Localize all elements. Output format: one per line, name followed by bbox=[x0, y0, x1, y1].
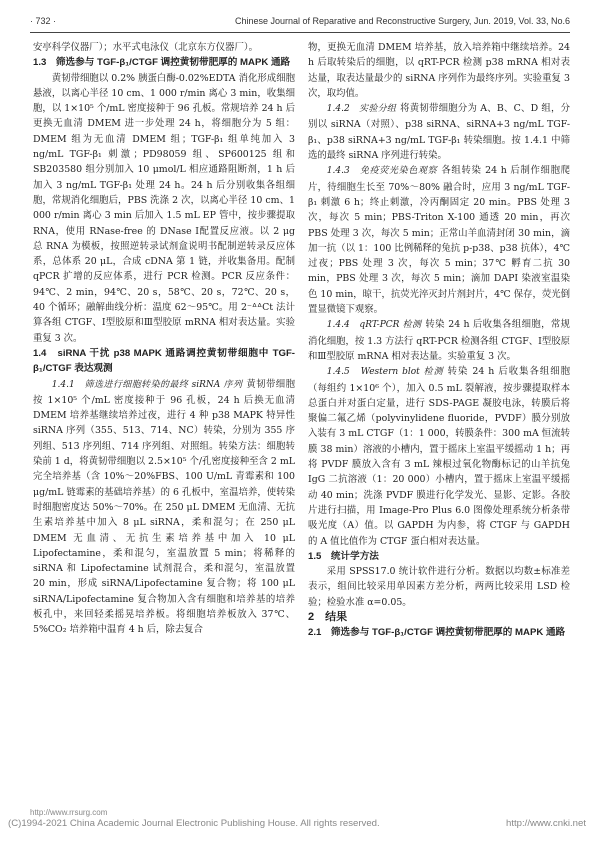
copyright-notice: (C)1994-2021 China Academic Journal Electronic Publishing House. All rights reserved. bbox=[8, 818, 380, 829]
header-rule bbox=[30, 32, 570, 33]
subsection-text: 将黄韧带细胞分为 A、B、C、D 组，分别以 siRNA（对照）、p38 siRNA、siRNA+3 ng/mL TGF-β₁、p38 siRNA+3 ng/mL TGF-β₁ 转染细胞。按 1.4.1 中筛选的最终 siRNA 序列进行转染。 bbox=[308, 103, 571, 162]
right-section-heading: 2.1 筛选参与 TGF-β₁/CTGF 调控黄韧带肥厚的 MAPK 通路 bbox=[308, 627, 566, 639]
subsection-text: 转染 24 h 后收集各组细胞，常规消化细胞，按 1.3 方法行 qRT-PCR 检测各组 CTGF、Ⅰ型胶原和Ⅲ型胶原 mRNA 相对表达量。实验重复 3 次。 bbox=[308, 319, 570, 362]
subsection-label: 1.4.5 Western blot 检测 bbox=[326, 367, 444, 378]
cnki-link[interactable]: http://www.cnki.net bbox=[506, 818, 586, 829]
left-section-heading: 1.4 siRNA 干扰 p38 MAPK 通路调控黄韧带细胞中 TGF-β₁/CTGF 表达观测 bbox=[33, 347, 295, 375]
running-header bbox=[30, 14, 570, 30]
right-subsection bbox=[308, 317, 570, 364]
right-section-heading: 1.5 统计学方法 bbox=[308, 550, 379, 562]
page-number: · 732 · bbox=[30, 16, 57, 26]
subsection-label: 1.4.1 筛选进行细胞转染的最终 siRNA 序列 bbox=[51, 379, 243, 390]
subsection-text: 黄韧带细胞按 1×10⁵ 个/mL 密度接种于 96 孔板，24 h 后换无血清 DMEM 培养基继续培养过夜，进行 4 种 p38 MAPK 特异性 siRNA 序列（355、513、714、NC）转染，分别为 355 序列组、513 序列组、714 序列组、对照组。转染方法：细胞转染前 1 d，将黄韧带细胞以 2.5×10⁵ 个/孔密度接种至含 2 mL 完全培养基（含 10%～20%FBS、100 U/mL 青霉素和 100 μg/mL 链霉素的基础培养基）的 6 孔板中，室温培养，使转染时细胞密度达 50%～70%。在 250 μL DMEM 无血清、无抗生素培养基中加入 8 μL siRNA，柔和混匀；在 250 μL DMEM 无血清、无抗生素培养基中加入 10 μL Lipofectamine，柔和混匀，室温放置 5 min；将稀释的 siRNA 和 Lipofectamine 试剂混合，柔和混匀，室温放置 20 min，形成 siRNA/Lipofectamine 复合物；将 100 μL siRNA/Lipofectamine 复合物加入含有细胞和培养基的培养板孔中，来回轻柔摇晃培养板。将细胞培养板放入 37℃、5%CO₂ 培养箱中温育 4 h 后，除去复合 bbox=[33, 378, 295, 636]
left-section-heading: 1.3 筛选参与 TGF-β₁/CTGF 调控黄韧带肥厚的 MAPK 通路 bbox=[33, 57, 291, 69]
subsection-label: 1.4.3 免疫荧光染色观察 bbox=[326, 166, 438, 177]
subsection-text: 转染 24 h 后收集各组细胞（每组约 1×10⁶ 个），加入 0.5 mL 裂解液，按步骤提取样本总蛋白并对蛋白定量，进行 SDS-PAGE 凝胶电泳，转膜后将聚偏二氟乙烯（polyvinylidene fluoride，PVDF）膜分别放入装有 3 mL CTGF（1：1 000，转膜条件：300 mA 恒流转膜 38 min）溶液的小槽内，置于摇床上室温平缓摇动 1 h；再将 PVDF 膜放入含有 3 mL 辣根过氧化物酶标记的山羊抗兔 IgG 二抗溶液（1：20 000）小槽内，置于摇床上室温平缓摇动 40 min；洗涤 PVDF 膜进行化学发光、显影、定影。各胶片进行扫描，用 Image-Pro Plus 6.0 图像处理系统分析条带吸光度（A）值。以 GAPDH 为内参，将 CTGF 与 GAPDH 的 A 值比值作为 CTGF 蛋白相对表达量。 bbox=[308, 366, 570, 547]
left-subsection bbox=[33, 377, 295, 638]
right-paragraph: 采用 SPSS17.0 统计软件进行分析。数据以均数±标准差表示，组间比较采用单因素方差分析，两两比较采用 LSD 检验；检验水准 α=0.05。 bbox=[308, 566, 570, 608]
left-paragraph: 黄韧带细胞以 0.2% 胰蛋白酶-0.02%EDTA 消化形成细胞悬液，以离心半径 10 cm、1 000 r/min 离心 3 min，收集细胞，以 1×10⁵ 个/mL 密度接种于 96 孔板。常规培养 24 h 后更换无血清 DMEM 进一步处理 24 h，将细胞分为 5 组：DMEM 组为无血清 DMEM 组；TGF-β₁ 组单纯加入 3 ng/mL TGF-β₁ 刺激；PD98059 组、SP600125 组和 SB203580 组分别加入 10 μmol/L 相应通路阻断剂，1 h 后加入 3 ng/mL TGF-β₁ 处理 24 h。24 h 后分别收集各组细胞，常规消化细胞后，PBS 洗涤 2 次，以离心半径 10 cm、1 000 r/min 离心 3 min 后加入 1.5 mL EP 管中，按步骤提取 RNA，使用 RNase-free 的 DNase Ⅰ配置反应液。以 2 μg 总 RNA 为模板，按照逆转录试剂盒说明书配制逆转录反应体系，总体系 20 μL，合成 cDNA 第 1 链，并收集备用。配制 qPCR 扩增的反应体系，进行 PCR 检测。PCR 反应条件：94℃、2 min，94℃、20 s，58℃、20 s，72℃、20 s，40 个循环；融解曲线分析：温度 62～95℃。用 2⁻ᐞᐞCt 法计算各组 CTGF、Ⅰ型胶原和Ⅲ型胶原 mRNA 相对表达量。实验重复 3 次。 bbox=[33, 72, 295, 344]
right-chapter-heading: 2 结果 bbox=[308, 610, 348, 623]
right-column bbox=[308, 40, 570, 641]
right-subsection bbox=[308, 101, 570, 163]
subsection-text: 各组转染 24 h 后制作细胞爬片，待细胞生长至 70%～80% 融合时，应用 3 ng/mL TGF-β₁ 刺激 6 h；终止刺激，冷丙酮固定 20 min。PBS 处理 3 次，每次 5 min；PBS-Triton X-100 通透 20 min，再次 PBS 处理 3 次，每次 5 min；正常山羊血清封闭 30 min，滴加一抗（以 1：100 比例稀释的兔抗 p-p38、p38 抗体），4℃ 过夜；PBS 处理 3 次，每次 5 min；37℃ 孵育二抗 30 min，PBS 处理 3 次，每次 5 min；滴加 DAPI 染液室温染色 10 min，晾干，抗荧光淬灭封片剂封片，4℃ 保存，荧光倒置显微镜下观察。 bbox=[308, 165, 570, 316]
journal-url: http://www.rrsurg.com bbox=[30, 808, 108, 817]
right-subsection bbox=[308, 163, 570, 317]
left-paragraph: 安亭科学仪器厂）；水平式电泳仪（北京东方仪器厂）。 bbox=[33, 42, 258, 53]
right-paragraph: 物，更换无血清 DMEM 培养基，放入培养箱中继续培养。24 h 后取转染后的细胞，以 qRT-PCR 检测 p38 mRNA 相对表达量，取表达量最少的 siRNA 序列作为最终序列。实验重复 3 次，取均值。 bbox=[308, 42, 570, 99]
journal-citation: Chinese Journal of Reparative and Reconstructive Surgery, Jun. 2019, Vol. 33, No.6 bbox=[234, 16, 570, 26]
subsection-label: 1.4.4 qRT-PCR 检测 bbox=[326, 320, 422, 331]
subsection-label: 1.4.2 实验分组 bbox=[326, 104, 397, 115]
left-column bbox=[33, 40, 295, 638]
right-subsection bbox=[308, 364, 570, 549]
